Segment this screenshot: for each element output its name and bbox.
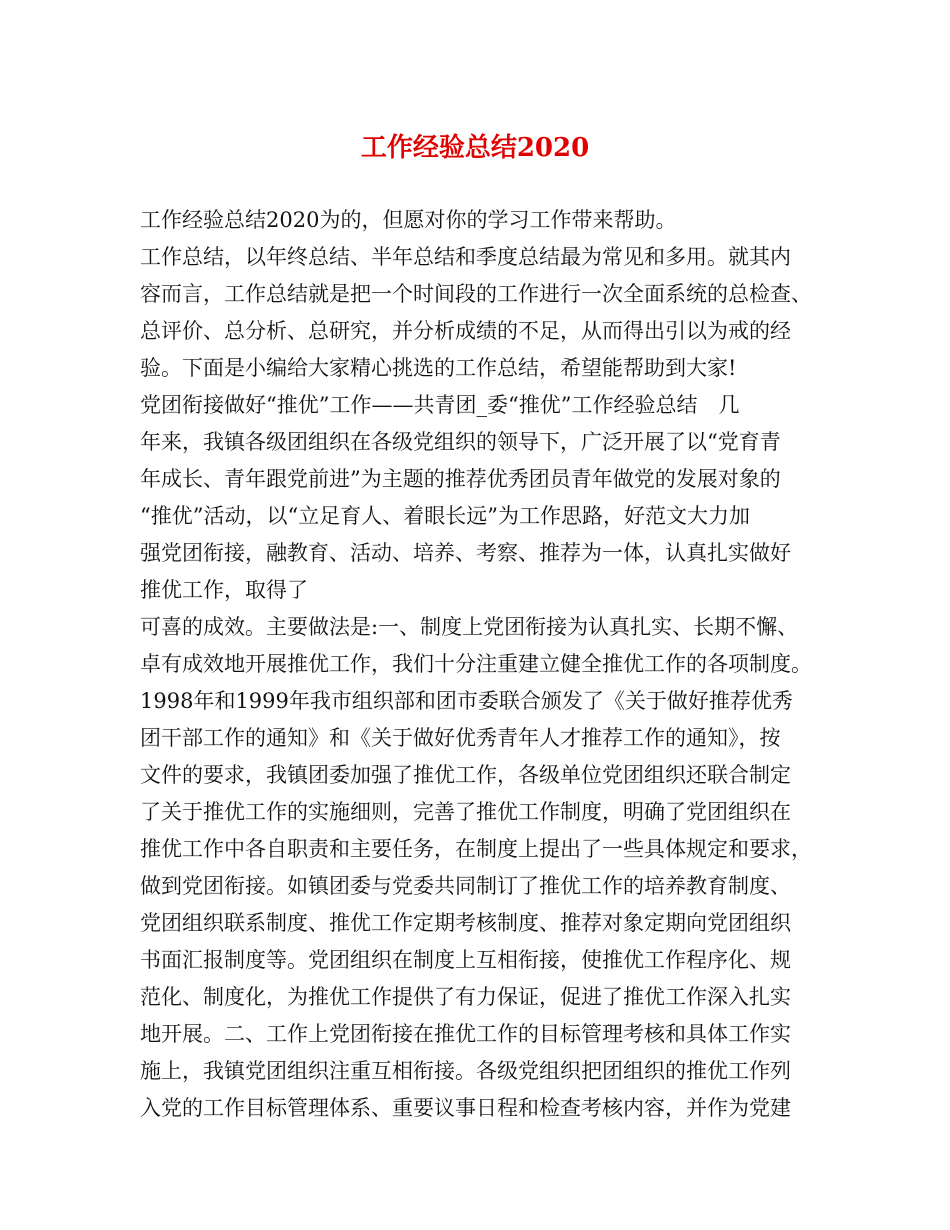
text-line: 总评价、总分析、总研究，并分析成绩的不足，从而得出引以为戒的经 [140,319,791,343]
text-line: 验。下面是小编给大家精心挑选的工作总结，希望能帮助到大家! [140,356,737,380]
text-line: 党团衔接做好“推优”工作——共青团_委“推优”工作经验总结 几 [140,393,740,417]
text-line: 党团组织联系制度、推优工作定期考核制度、推荐对象定期向党团组织 [140,911,791,935]
text-line: 书面汇报制度等。党团组织在制度上互相衔接，使推优工作程序化、规 [140,948,791,972]
text-line: 1998年和1999年我市组织部和团市委联合颁发了《关于做好推荐优秀 [140,689,793,713]
text-line: 入党的工作目标管理体系、重要议事日程和检查考核内容，并作为党建 [140,1096,791,1120]
document-body [140,202,820,1127]
text-line: 年成长、青年跟党前进”为主题的推荐优秀团员青年做党的发展对象的 [140,467,781,491]
text-line: 可喜的成效。主要做法是:一、制度上党团衔接为认真扎实、长期不懈、 [140,615,799,639]
text-line: 容而言，工作总结就是把一个时间段的工作进行一次全面系统的总检查、 [140,282,812,306]
text-line: 强党团衔接，融教育、活动、培养、考察、推荐为一体，认真扎实做好 [140,541,791,565]
text-line: 卓有成效地开展推优工作，我们十分注重建立健全推优工作的各项制度。 [140,652,812,676]
text-line: 范化、制度化，为推优工作提供了有力保证，促进了推优工作深入扎实 [140,985,791,1009]
document-title: 工作经验总结2020 [360,133,590,163]
text-line: “推优”活动，以“立足育人、着眼长远”为工作思路，好范文大力加 [140,504,750,528]
text-line: 团干部工作的通知》和《关于做好优秀青年人才推荐工作的通知》，按 [140,726,781,750]
text-line: 文件的要求，我镇团委加强了推优工作，各级单位党团组织还联合制定 [140,763,791,787]
text-line: 年来，我镇各级团组织在各级党组织的领导下，广泛开展了以“党育青 [140,430,781,454]
text-line: 工作经验总结2020为的，但愿对你的学习工作带来帮助。 [140,208,677,232]
text-line: 施上，我镇党团组织注重互相衔接。各级党组织把团组织的推优工作列 [140,1059,791,1083]
text-line: 地开展。二、工作上党团衔接在推优工作的目标管理考核和具体工作实 [140,1022,791,1046]
text-line: 推优工作中各自职责和主要任务，在制度上提出了一些具体规定和要求， [140,837,812,861]
text-line: 做到党团衔接。如镇团委与党委共同制订了推优工作的培养教育制度、 [140,874,791,898]
text-line: 工作总结，以年终总结、半年总结和季度总结最为常见和多用。就其内 [140,245,791,269]
text-line: 了关于推优工作的实施细则，完善了推优工作制度，明确了党团组织在 [140,800,791,824]
text-line: 推优工作，取得了 [140,578,308,602]
